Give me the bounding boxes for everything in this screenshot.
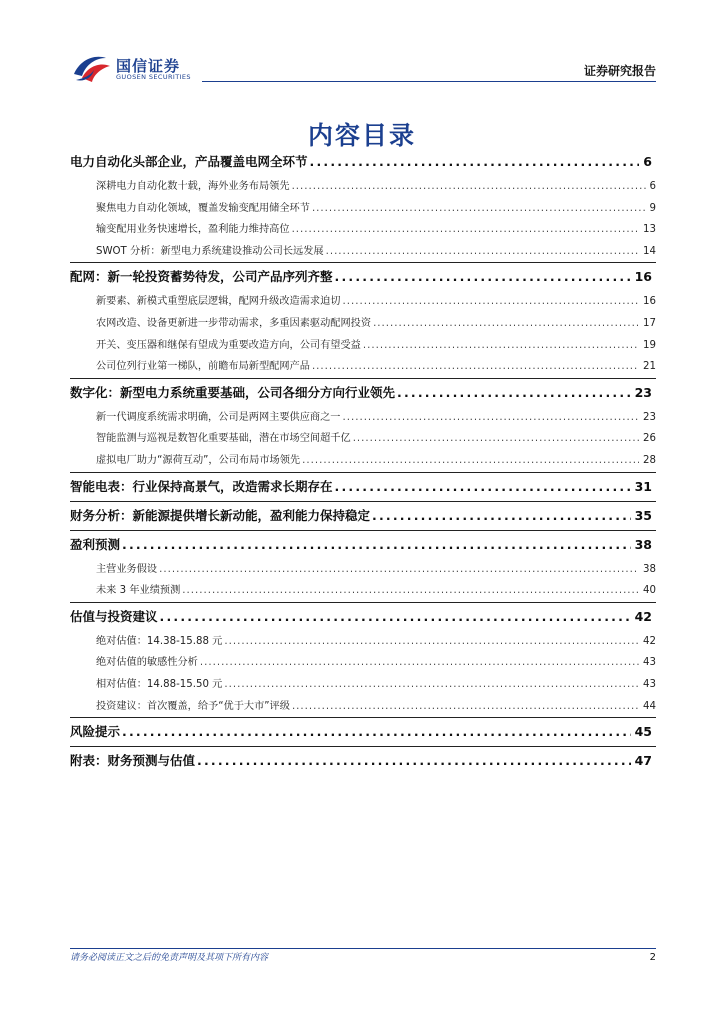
- toc-leader-dots: [372, 502, 631, 530]
- toc-section-entry[interactable]: [70, 746, 656, 775]
- table-of-contents: [70, 148, 656, 775]
- toc-leader-dots: [312, 356, 639, 378]
- toc-subsection-title: 未来 3 年业绩预测: [96, 585, 181, 597]
- toc-subsection-title: 聚焦电力自动化领域，覆盖发输变配用储全环节: [96, 202, 310, 214]
- toc-subsection-title: 绝对估值：14.38-15.88 元: [96, 635, 223, 647]
- toc-subsection-title: 投资建议：首次覆盖，给予“优于大市”评级: [96, 700, 290, 712]
- toc-subsection-title: 相对估值：14.88-15.50 元: [96, 678, 223, 690]
- toc-subsection-entry[interactable]: [70, 219, 656, 241]
- toc-leader-dots: [200, 652, 639, 674]
- toc-leader-dots: [373, 313, 639, 335]
- toc-section-entry[interactable]: [70, 148, 656, 176]
- report-type-label: 证券研究报告: [583, 64, 656, 78]
- toc-subsection-title: 农网改造、设备更新进一步带动需求，多重因素驱动配网投资: [96, 317, 372, 329]
- toc-section-title: 风险提示: [70, 724, 121, 740]
- toc-subsection-page: 42: [643, 635, 656, 647]
- toc-section-page: 16: [634, 269, 652, 285]
- toc-section-title: 数字化：新型电力系统重要基础，公司各细分方向行业领先: [70, 384, 396, 400]
- toc-subsection-page: 23: [643, 411, 656, 423]
- toc-subsection-title: 开关、变压器和继保有望成为重要改造方向，公司有望受益: [96, 339, 361, 351]
- toc-leader-dots: [353, 428, 639, 450]
- toc-subsection-title: 新一代调度系统需求明确，公司是两网主要供应商之一: [96, 411, 341, 423]
- toc-subsection-title: 新要素、新模式重塑底层逻辑，配网升级改造需求迫切: [96, 296, 341, 308]
- toc-subsection-entry[interactable]: [70, 313, 656, 335]
- toc-subsection-page: 13: [643, 224, 656, 236]
- toc-subsection-entry[interactable]: [70, 335, 656, 357]
- toc-section-entry[interactable]: [70, 717, 656, 746]
- logo-chinese-name: 国信证券: [116, 57, 181, 75]
- toc-leader-dots: [292, 176, 646, 198]
- toc-section-page: 42: [634, 608, 652, 624]
- header-divider: [202, 81, 656, 82]
- toc-subsection-entry[interactable]: [70, 291, 656, 313]
- page-title: 内容目录: [307, 121, 416, 150]
- toc-subsection-page: 43: [643, 657, 656, 669]
- toc-subsection-entry[interactable]: [70, 407, 656, 429]
- toc-leader-dots: [182, 580, 639, 602]
- toc-leader-dots: [343, 407, 640, 429]
- toc-subsection-page: 38: [643, 563, 656, 575]
- toc-subsection-entry[interactable]: [70, 241, 656, 263]
- toc-subsection-title: 主营业务假设: [96, 563, 158, 575]
- toc-subsection-page: 40: [643, 585, 656, 597]
- toc-leader-dots: [312, 198, 646, 220]
- logo-english-name: GUOSEN SECURITIES: [116, 73, 191, 81]
- toc-subsection-entry[interactable]: [70, 674, 656, 696]
- toc-subsection-page: 43: [643, 678, 656, 690]
- page-header: [72, 48, 656, 88]
- toc-subsection-page: 16: [643, 296, 656, 308]
- toc-subsection-page: 17: [643, 317, 656, 329]
- toc-subsection-page: 19: [643, 339, 656, 351]
- toc-section-title: 盈利预测: [70, 536, 121, 552]
- toc-section-entry[interactable]: [70, 530, 656, 559]
- toc-section-entry[interactable]: [70, 378, 656, 407]
- toc-subsection-title: 输变配用业务快速增长，盈利能力维持高位: [96, 224, 290, 236]
- toc-subsection-title: 智能监测与巡视是数智化重要基础，潜在市场空间超千亿: [96, 433, 351, 445]
- toc-leader-dots: [397, 379, 631, 407]
- toc-section-title: 配网：新一轮投资蓄势待发，公司产品序列齐整: [70, 269, 333, 285]
- toc-leader-dots: [335, 263, 631, 291]
- toc-section-page: 47: [634, 753, 652, 769]
- toc-subsection-entry[interactable]: [70, 198, 656, 220]
- toc-section-page: 35: [634, 507, 652, 523]
- toc-subsection-title: 深耕电力自动化数十载，海外业务布局领先: [96, 181, 290, 192]
- toc-subsection-page: 28: [643, 454, 656, 466]
- toc-section-page: 38: [634, 536, 652, 552]
- toc-subsection-page: 6: [649, 181, 656, 192]
- toc-section-title: 附表：财务预测与估值: [70, 753, 196, 769]
- toc-subsection-entry[interactable]: [70, 450, 656, 472]
- toc-subsection-title: 公司位列行业第一梯队，前瞻布局新型配网产品: [96, 361, 310, 373]
- toc-section-title: 电力自动化头部企业，产品覆盖电网全环节: [70, 154, 308, 169]
- page-number: 2: [649, 952, 656, 963]
- toc-leader-dots: [224, 674, 639, 696]
- footer-disclaimer: 请务必阅读正文之后的免责声明及其项下所有内容: [70, 953, 269, 963]
- toc-subsection-page: 26: [643, 433, 656, 445]
- toc-subsection-entry[interactable]: [70, 580, 656, 602]
- toc-section-page: 31: [634, 478, 652, 494]
- toc-subsection-entry[interactable]: [70, 428, 656, 450]
- toc-section-page: 45: [634, 724, 652, 740]
- toc-subsection-title: 绝对估值的敏感性分析: [96, 657, 198, 669]
- toc-leader-dots: [122, 531, 631, 559]
- toc-leader-dots: [335, 473, 631, 501]
- toc-section-entry[interactable]: [70, 501, 656, 530]
- toc-leader-dots: [122, 718, 631, 746]
- toc-section-entry[interactable]: [70, 472, 656, 501]
- guosen-logo-icon: [72, 52, 112, 84]
- toc-leader-dots: [159, 559, 639, 581]
- toc-leader-dots: [310, 148, 640, 176]
- toc-section-page: 23: [634, 384, 652, 400]
- toc-section-entry[interactable]: [70, 262, 656, 291]
- toc-leader-dots: [302, 450, 639, 472]
- toc-leader-dots: [197, 747, 631, 775]
- toc-subsection-title: 虚拟电厂助力“源荷互动”，公司布局市场领先: [96, 454, 301, 466]
- toc-subsection-entry[interactable]: [70, 652, 656, 674]
- toc-subsection-page: 9: [649, 202, 656, 214]
- toc-subsection-title: SWOT 分析：新型电力系统建设推动公司长远发展: [96, 245, 324, 257]
- toc-leader-dots: [292, 219, 639, 241]
- toc-leader-dots: [343, 291, 640, 313]
- toc-subsection-entry[interactable]: [70, 176, 656, 198]
- toc-section-title: 财务分析：新能源提供增长新动能，盈利能力保持稳定: [70, 507, 371, 523]
- toc-section-title: 智能电表：行业保持高景气，改造需求长期存在: [70, 478, 333, 494]
- toc-leader-dots: [292, 696, 639, 718]
- toc-subsection-page: 21: [643, 361, 656, 373]
- toc-section-entry[interactable]: [70, 602, 656, 631]
- footer-divider: [70, 948, 656, 949]
- toc-leader-dots: [224, 631, 639, 653]
- toc-leader-dots: [363, 335, 639, 357]
- toc-leader-dots: [326, 241, 639, 263]
- toc-section-title: 估值与投资建议: [70, 608, 158, 624]
- toc-subsection-entry[interactable]: [70, 631, 656, 653]
- guosen-logo: [72, 52, 212, 86]
- toc-subsection-page: 44: [643, 700, 656, 712]
- toc-section-page: 6: [643, 154, 652, 169]
- toc-subsection-entry[interactable]: [70, 696, 656, 718]
- toc-subsection-entry[interactable]: [70, 559, 656, 581]
- toc-subsection-page: 14: [643, 245, 656, 257]
- toc-leader-dots: [160, 603, 631, 631]
- toc-subsection-entry[interactable]: [70, 356, 656, 378]
